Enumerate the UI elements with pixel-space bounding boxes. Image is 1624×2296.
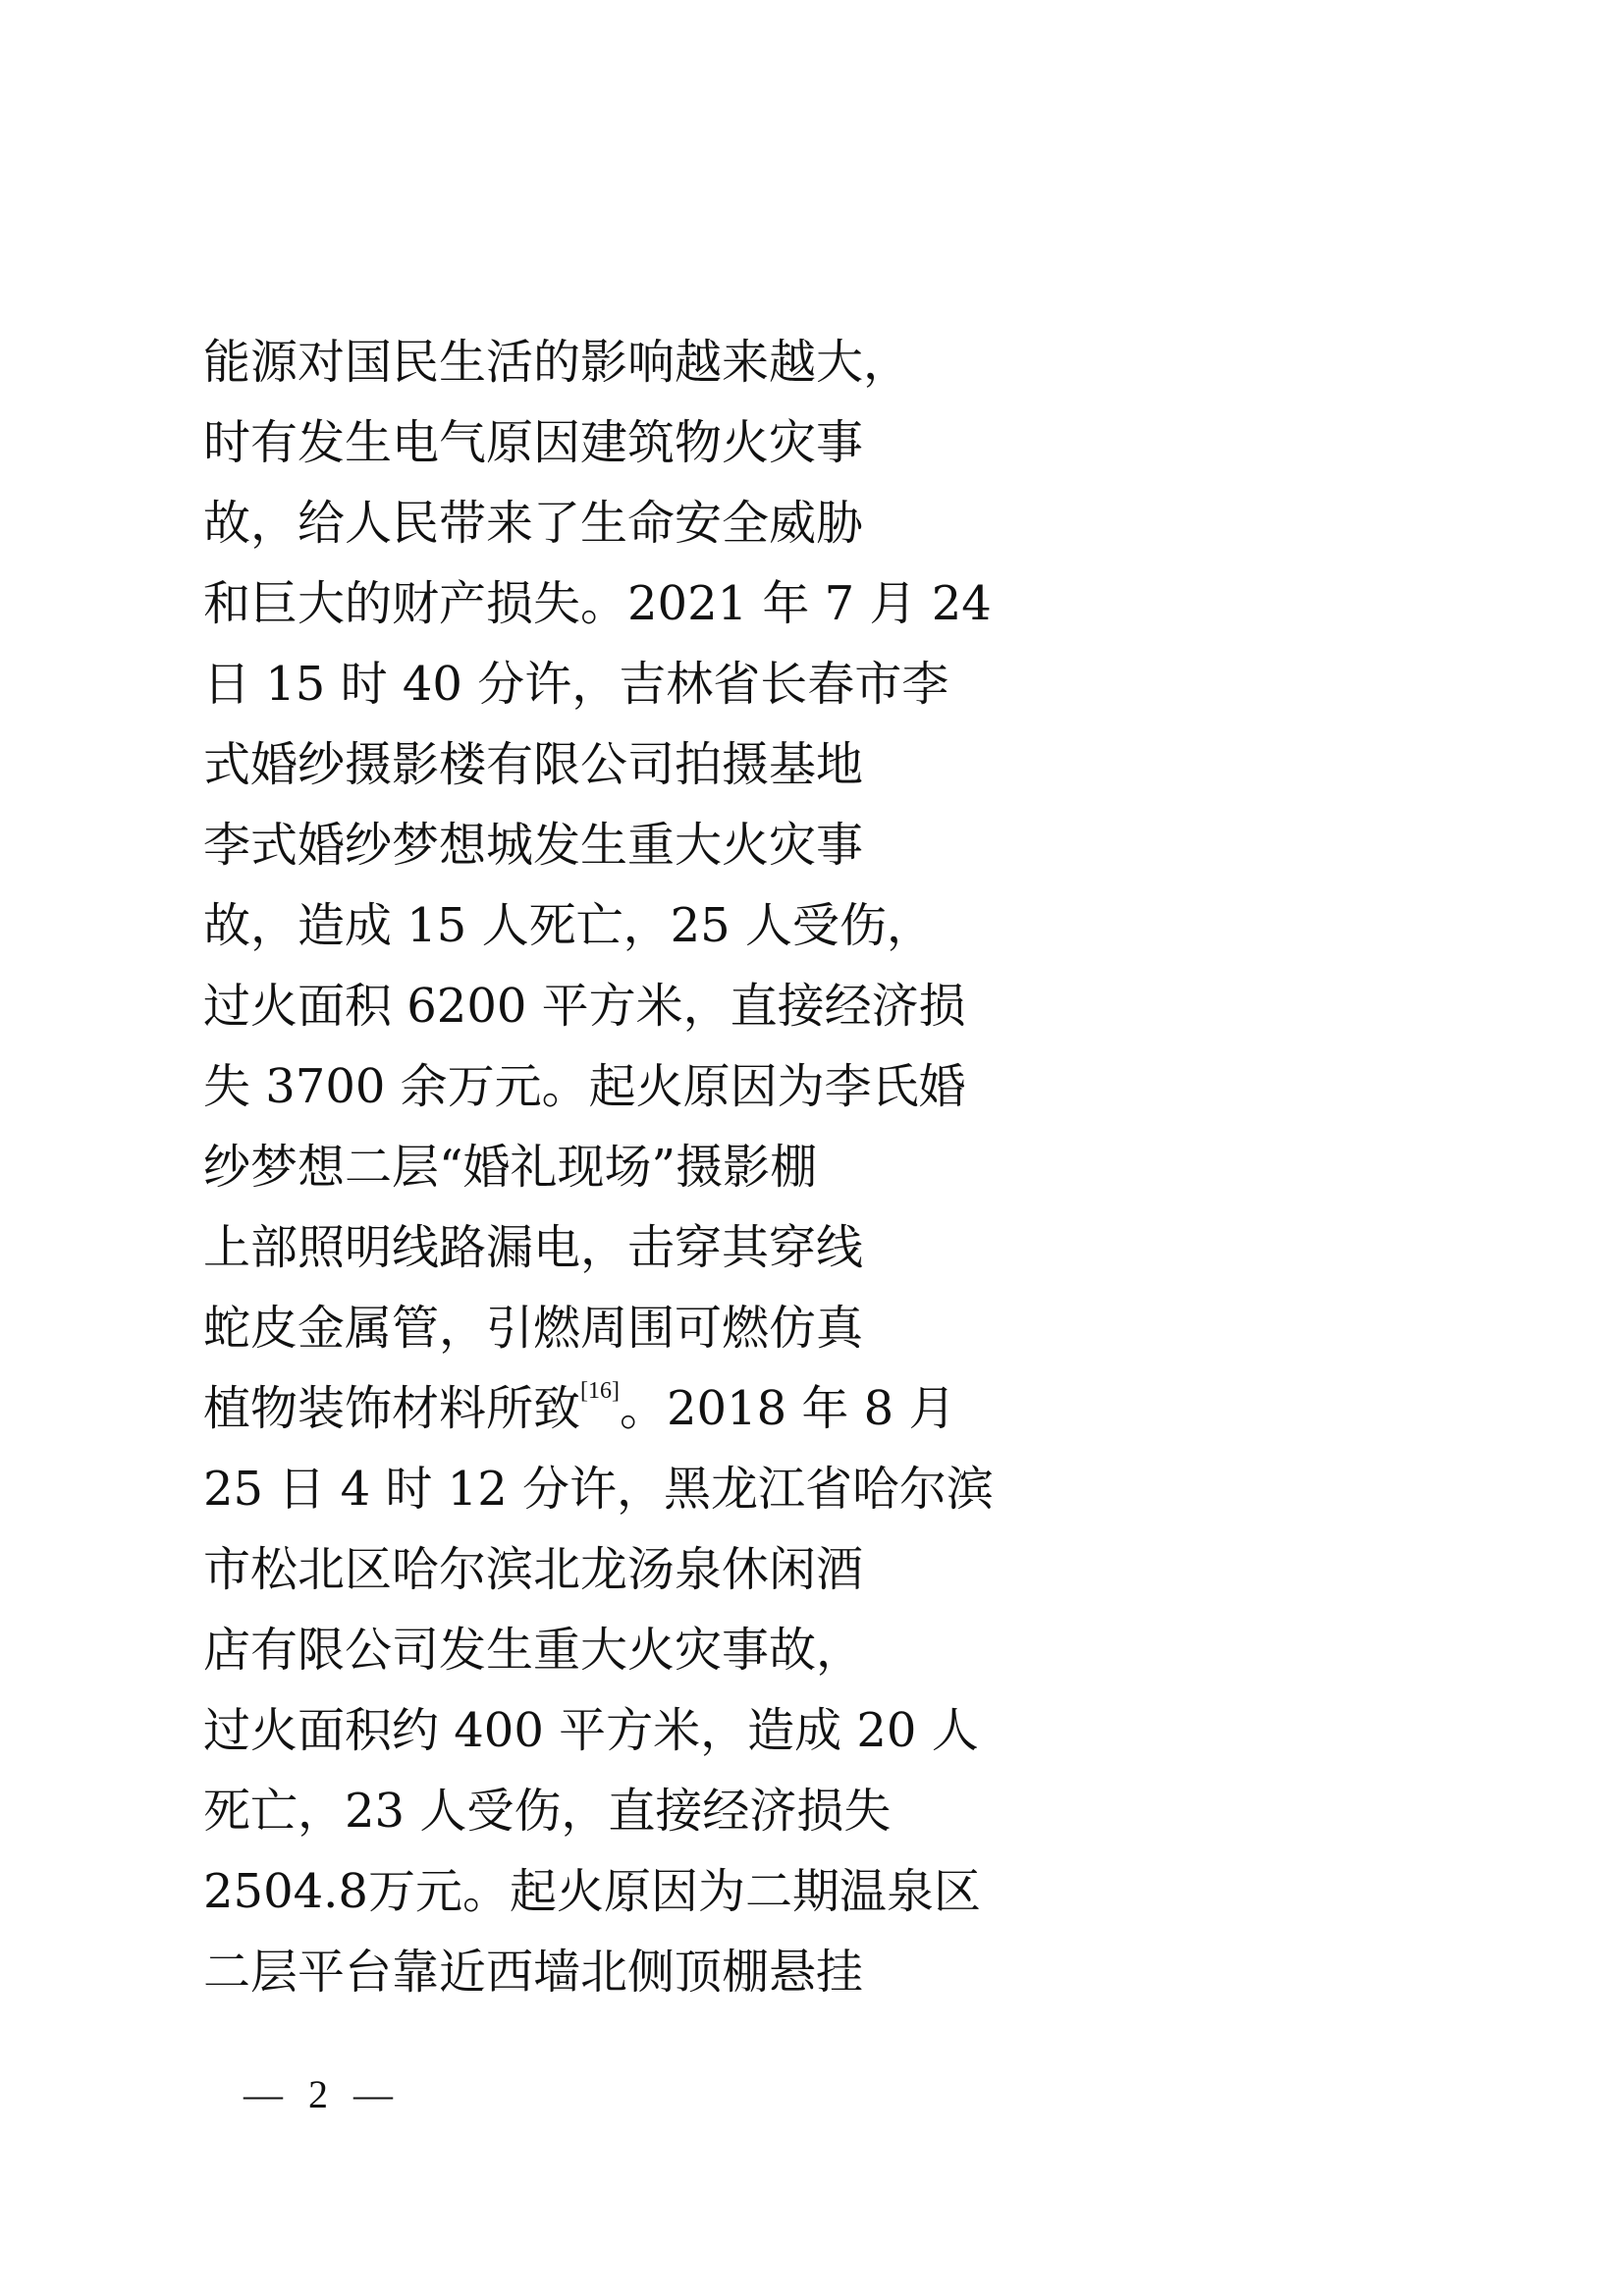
- text-line-12: [203, 1207, 1381, 1288]
- line-6-text: 式婚纱摄影楼有限公司拍摄基地: [203, 737, 864, 792]
- text-line-5: [203, 644, 1381, 724]
- line-14-text: 植物装饰材料所致: [203, 1381, 581, 1436]
- line-16-text: 市松北区哈尔滨北龙汤泉休闲酒: [203, 1542, 864, 1597]
- line-10-text: 失 3700 余万元。起火原因为李氏婚: [203, 1059, 966, 1114]
- text-line-2: [203, 402, 1381, 483]
- line-7-text: 李式婚纱梦想城发生重大火灾事: [203, 818, 864, 873]
- line-13-text: 蛇皮金属管，引燃周围可燃仿真: [203, 1301, 864, 1356]
- line-21-text: 二层平台靠近西墙北侧顶棚悬挂: [203, 1945, 864, 2000]
- text-line-6: [203, 724, 1381, 805]
- text-line-11: [203, 1127, 1381, 1207]
- line-2-text: 时有发生电气原因建筑物火灾事: [203, 415, 864, 470]
- line-19-text: 死亡，23 人受伤，直接经济损失: [203, 1784, 892, 1839]
- text-line-17: [203, 1610, 1381, 1690]
- line-11-text: 纱梦想二层“婚礼现场”摄影棚: [203, 1140, 818, 1195]
- text-line-15: [203, 1449, 1381, 1529]
- text-line-21: [203, 1932, 1381, 2012]
- text-line-4: [203, 563, 1381, 644]
- line-3-text: 故，给人民带来了生命安全威胁: [203, 496, 864, 551]
- line-5-text: 日 15 时 40 分许，吉林省长春市李: [203, 657, 949, 712]
- line-12-text: 上部照明线路漏电，击穿其穿线: [203, 1220, 864, 1275]
- line-1-text: 能源对国民生活的影响越来越大，: [203, 335, 911, 390]
- line-15-text: 25 日 4 时 12 分许，黑龙江省哈尔滨: [203, 1462, 994, 1517]
- text-line-16: [203, 1529, 1381, 1610]
- text-line-20: [203, 1851, 1381, 1932]
- text-line-19: [203, 1771, 1381, 1851]
- citation-marker: [16]: [580, 1378, 620, 1404]
- line-17-text: 店有限公司发生重大火灾事故，: [203, 1623, 864, 1678]
- text-line-9: [203, 966, 1381, 1046]
- text-line-18: [203, 1690, 1381, 1771]
- line-18-text: 过火面积约 400 平方米，造成 20 人: [203, 1703, 979, 1758]
- line-4-text: 和巨大的财产损失。2021 年 7 月 24: [203, 576, 992, 631]
- text-line-3: [203, 483, 1381, 563]
- text-line-8: [203, 885, 1381, 966]
- line-14-tail: 。2018 年 8 月: [620, 1381, 956, 1436]
- text-line-7: [203, 805, 1381, 885]
- text-line-10: [203, 1046, 1381, 1127]
- page-number: — 2 —: [244, 2072, 401, 2116]
- text-line-13: [203, 1288, 1381, 1368]
- line-8-text: 故，造成 15 人死亡，25 人受伤，: [203, 898, 934, 953]
- text-line-14: [203, 1368, 1381, 1449]
- line-9-text: 过火面积 6200 平方米，直接经济损: [203, 979, 966, 1034]
- text-line-1: [203, 322, 1381, 402]
- line-20-text: 2504.8万元。起火原因为二期温泉区: [203, 1864, 981, 1919]
